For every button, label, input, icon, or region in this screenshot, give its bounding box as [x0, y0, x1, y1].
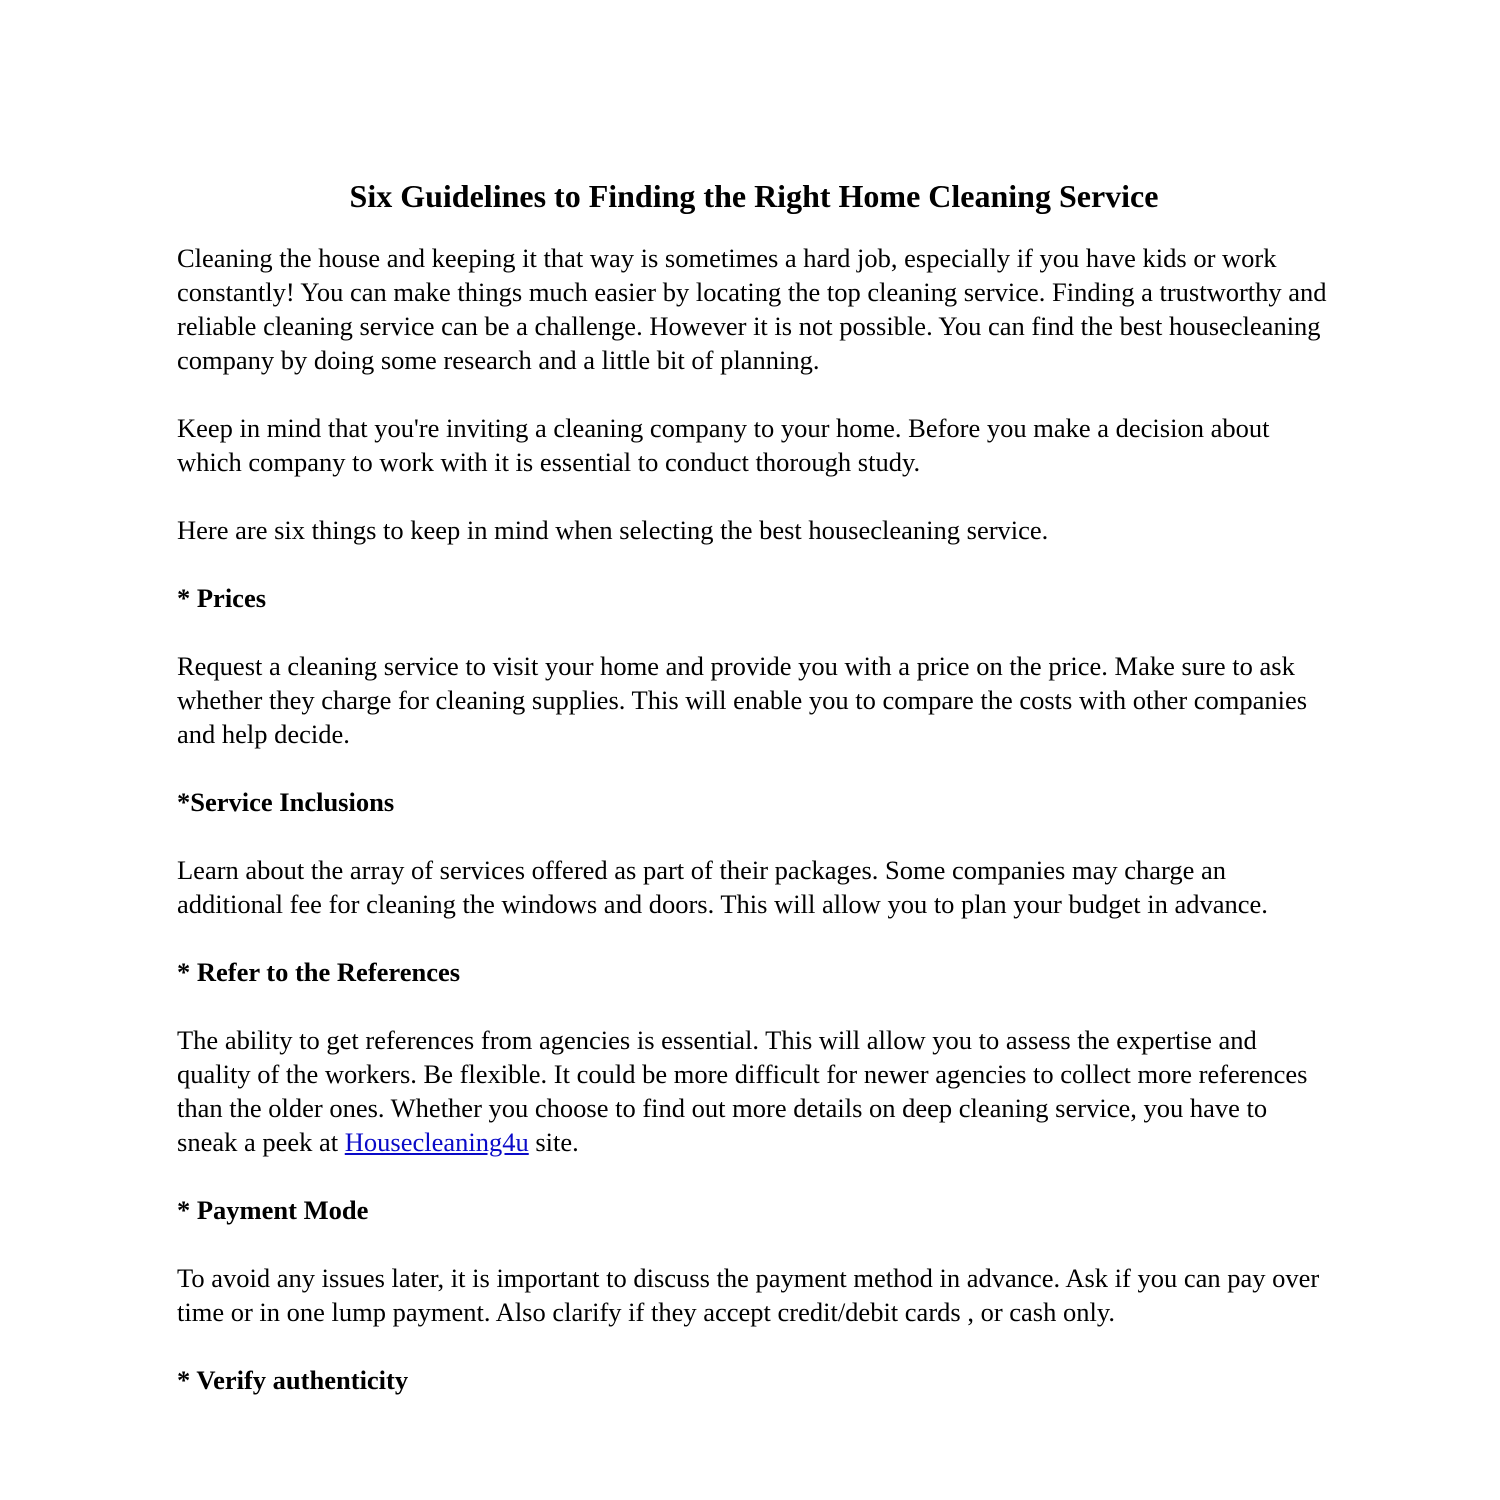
section-body-service-inclusions: Learn about the array of services offered as part of their packages. Some companies may charge an additional fee for cleaning the windows and doors. This will allow you to plan your budget in advance.: [177, 855, 1268, 919]
section-heading-verify-authenticity: * Verify authenticity: [177, 1365, 409, 1395]
section-heading-service-inclusions: *Service Inclusions: [177, 787, 395, 817]
section-heading-payment-mode: * Payment Mode: [177, 1195, 369, 1225]
references-text-before-link: The ability to get references from agencies is essential. This will allow you to assess the expertise and quality of the workers. Be flexible. It could be more difficult for newer agencies to collect more references than the older ones. Whether you choose to find out more details on deep cleaning service, you have to sneak a peek at: [177, 1025, 1308, 1157]
section-body-references: [177, 1023, 1327, 1159]
references-text-after-link: site.: [528, 1127, 579, 1157]
section-heading-references: * Refer to the References: [177, 957, 461, 987]
section-heading-prices: * Prices: [177, 583, 267, 613]
housecleaning4u-link[interactable]: Housecleaning4u: [344, 1127, 529, 1157]
section-body-payment-mode: To avoid any issues later, it is important to discuss the payment method in advance. Ask if you can pay over time or in one lump payment. Also clarify if they accept credit/debit cards , or cash only.: [177, 1263, 1320, 1327]
intro-paragraph-1: Cleaning the house and keeping it that way is sometimes a hard job, especially if you have kids or work constantly! You can make things much easier by locating the top cleaning service. Finding a trustworthy and reliable cleaning service can be a challenge. However it is not possible. You can find the best housecleaning company by doing some research and a little bit of planning.: [177, 243, 1327, 375]
document-title: Six Guidelines to Finding the Right Home Cleaning Service: [349, 178, 1159, 214]
document-page: [177, 174, 1327, 1431]
intro-paragraph-3: Here are six things to keep in mind when selecting the best housecleaning service.: [177, 515, 1049, 545]
section-body-prices: Request a cleaning service to visit your home and provide you with a price on the price. Make sure to ask whether they charge for cleaning supplies. This will enable you to compare the costs with other companies and help decide.: [177, 651, 1308, 749]
intro-paragraph-2: Keep in mind that you're inviting a cleaning company to your home. Before you make a decision about which company to work with it is essential to conduct thorough study.: [177, 413, 1270, 477]
